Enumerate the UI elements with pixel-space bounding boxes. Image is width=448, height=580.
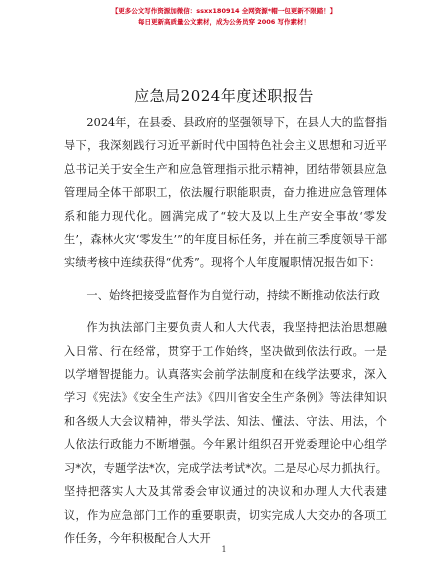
paragraph-intro: 2024年，在县委、县政府的坚强领导下，在县人大的监督指导下，我深刻践行习近平新时代中国特色社会主义思想和习近平总书记关于安全生产和应急管理指示批示精神，团结带领县应急管理局全体干部职工，依法履行职能职责，奋力推进应急管理体系和能力现代化。圆满完成了“较大及以上生产安全事故‘零发生’，森林火灾‘零发生’”的年度目标任务，并在前三季度领导干部实绩考核中连续获得“优秀”。现将个人年度履职情况报告如下：: [64, 116, 387, 270]
section-heading-1: 一、始终把接受监督作为自觉行动，持续不断推动依法行政: [86, 288, 380, 302]
paragraph-section-1: 作为执法部门主要负责人和人大代表，我坚持把法治思想融入日常、行在经常，贯穿于工作始终，坚决做到依法行政。一是以学增智提能力。认真落实会前学法制度和在线学法要求，深入学习《宪法》《安全生产法》《四川省安全生产条例》等法律知识和各级人大会议精神，带头学法、知法、懂法、守法、用法，个人依法行政能力不断增强。今年累计组织召开党委理论中心组学习*次，专题学法*次，完成学法考试*次。二是尽心尽力抓执行。坚持把落实人大及其常委会审议通过的决议和办理人大代表建议，作为应急部门工作的重要职责，切实完成人大交办的各项工作任务，今年积极配合人大开: [64, 321, 387, 545]
document-title: 应急局2024年度述职报告: [134, 87, 314, 105]
promo-banner: [0, 6, 448, 28]
promo-banner-line-2: 每日更新高质量公文素材，成为公务员穿 2006 写作素材！: [137, 18, 311, 26]
document-body: [64, 111, 387, 550]
page-number: 1: [221, 545, 227, 554]
promo-banner-line-1: 【更多公文写作资源加微信：ssxx180914 全网资源*帽一包更新不限踏！】: [111, 7, 337, 15]
